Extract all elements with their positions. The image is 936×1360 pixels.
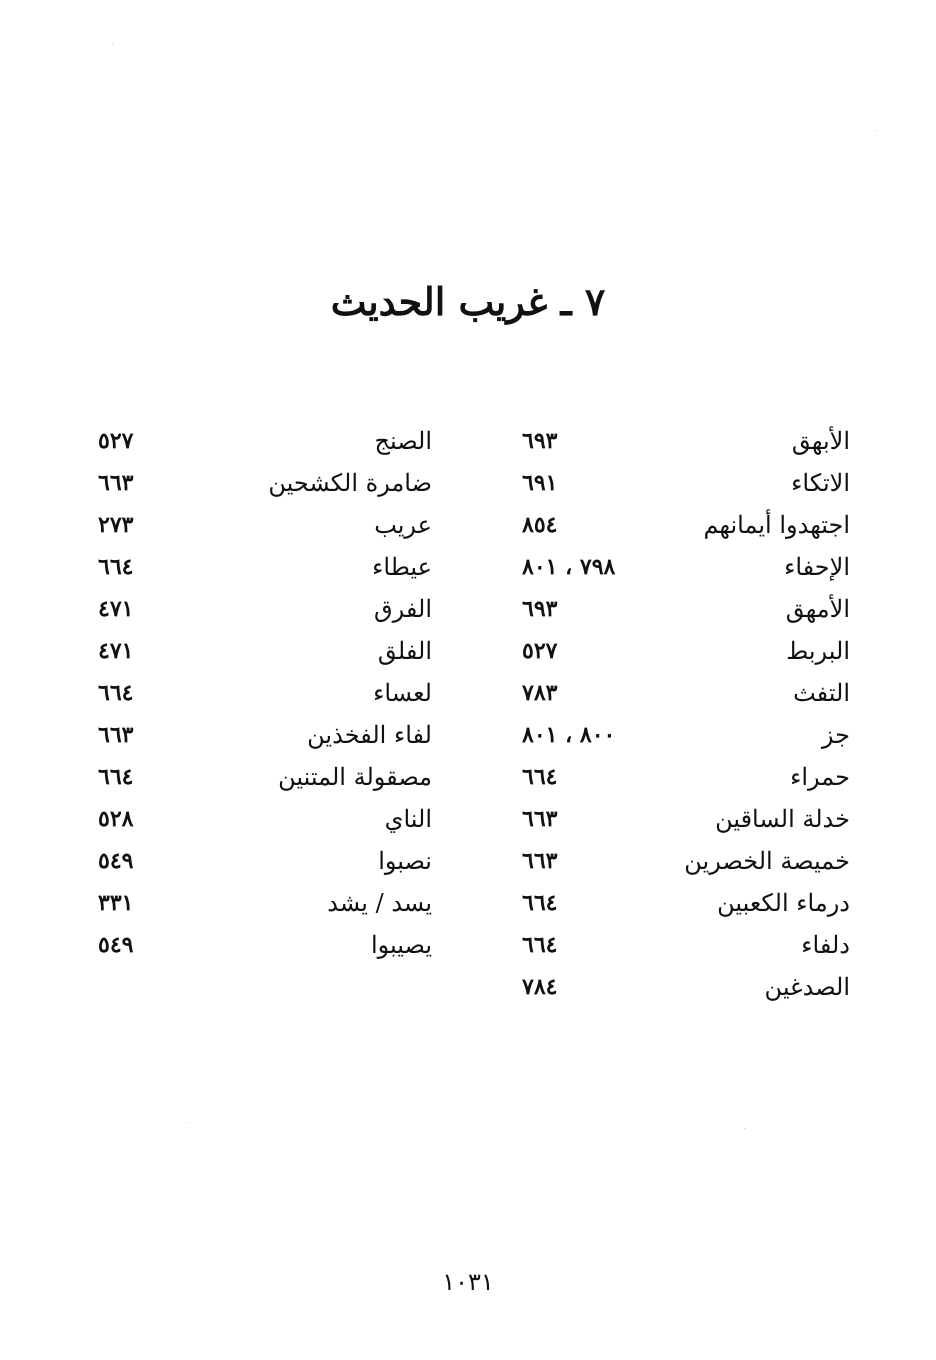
index-term: خميصة الخصرين (684, 847, 850, 875)
index-pages: ٦٦٤ (522, 890, 558, 916)
index-pages: ٦٦٤ (98, 764, 134, 790)
index-pages: ٧٨٣ (522, 680, 558, 706)
index-pages: ٦٦٤ (522, 764, 558, 790)
index-term: خدلة الساقين (715, 805, 850, 833)
index-entry (92, 924, 432, 966)
index-entry (510, 882, 850, 924)
index-term: يسد / يشد (327, 889, 432, 917)
index-entry (92, 546, 432, 588)
index-entry (92, 672, 432, 714)
index-term: الصنج (374, 427, 432, 455)
index-pages: ٨٠٠ ، ٨٠١ (522, 722, 616, 748)
index-pages: ٦٦٣ (522, 806, 558, 832)
index-entry (92, 462, 432, 504)
index-entry (510, 630, 850, 672)
index-term: لفاء الفخذين (307, 721, 432, 749)
index-term: الاتكاء (791, 469, 850, 497)
index-term: مصقولة المتنين (278, 763, 432, 791)
index-entry (92, 840, 432, 882)
index-entry (92, 714, 432, 756)
index-entry (510, 756, 850, 798)
page-title: ٧ ـ غريب الحديث (330, 279, 606, 324)
index-entry (510, 966, 850, 1008)
index-term: ضامرة الكشحين (268, 469, 432, 497)
index-entry (510, 672, 850, 714)
index-entry (92, 756, 432, 798)
index-entry (510, 714, 850, 756)
index-term: الفرق (374, 595, 432, 623)
scan-speck (186, 1122, 187, 1123)
index-pages: ٥٢٧ (98, 428, 134, 454)
index-entry (92, 588, 432, 630)
index-term: دلفاء (801, 931, 850, 959)
index-term: حمراء (790, 763, 850, 791)
index-pages: ٣٣١ (98, 890, 134, 916)
index-pages: ٦٦٣ (98, 722, 134, 748)
scan-speck (876, 130, 877, 131)
index-pages: ٦٦٤ (98, 554, 134, 580)
index-pages: ٤٧١ (98, 638, 134, 664)
index-entry (510, 546, 850, 588)
index-pages: ٢٧٣ (98, 512, 134, 538)
index-term: عريب (374, 511, 432, 539)
index-pages: ٨٥٤ (522, 512, 558, 538)
index-term: الفلق (377, 637, 432, 665)
index-pages: ٦٦٤ (522, 932, 558, 958)
index-pages: ٥٤٩ (98, 932, 134, 958)
index-entry (510, 840, 850, 882)
index-term: يصيبوا (370, 931, 432, 959)
index-entry (510, 420, 850, 462)
index-entry (92, 882, 432, 924)
index-term: البربط (786, 637, 850, 665)
index-entry (92, 798, 432, 840)
index-pages: ٦٩٣ (522, 428, 558, 454)
index-term: الأبهق (791, 427, 850, 455)
index-pages: ٦٩١ (522, 470, 558, 496)
index-entry (92, 420, 432, 462)
index-pages: ٧٨٤ (522, 974, 558, 1000)
index-entry (92, 630, 432, 672)
index-column-right (510, 420, 850, 1008)
index-term: نصبوا (378, 847, 432, 875)
index-pages: ٥٢٨ (98, 806, 134, 832)
index-pages: ٤٧١ (98, 596, 134, 622)
index-term: جز (821, 721, 850, 749)
index-entry (510, 504, 850, 546)
index-entry (510, 462, 850, 504)
scan-speck (744, 1128, 745, 1129)
index-column-left (92, 420, 432, 966)
index-pages: ٦٦٣ (98, 470, 134, 496)
index-entry (510, 924, 850, 966)
index-term: الإحفاء (784, 553, 850, 581)
index-term: درماء الكعبين (717, 889, 850, 917)
index-entry (92, 504, 432, 546)
index-term: الأمهق (785, 595, 850, 623)
index-pages: ٦٦٤ (98, 680, 134, 706)
index-term: الصدغين (764, 973, 850, 1001)
index-term: عيطاء (372, 553, 432, 581)
scan-speck (112, 44, 113, 45)
index-pages: ٦٦٣ (522, 848, 558, 874)
index-entry (510, 588, 850, 630)
page-number: ١٠٣١ (442, 1268, 494, 1296)
index-pages: ٦٩٣ (522, 596, 558, 622)
index-term: التفث (793, 679, 850, 707)
index-term: اجتهدوا أيمانهم (703, 511, 850, 539)
index-pages: ٧٩٨ ، ٨٠١ (522, 554, 616, 580)
index-term: الناي (384, 805, 432, 833)
index-term: لعساء (373, 679, 432, 707)
index-entry (510, 798, 850, 840)
index-pages: ٥٢٧ (522, 638, 558, 664)
index-pages: ٥٤٩ (98, 848, 134, 874)
